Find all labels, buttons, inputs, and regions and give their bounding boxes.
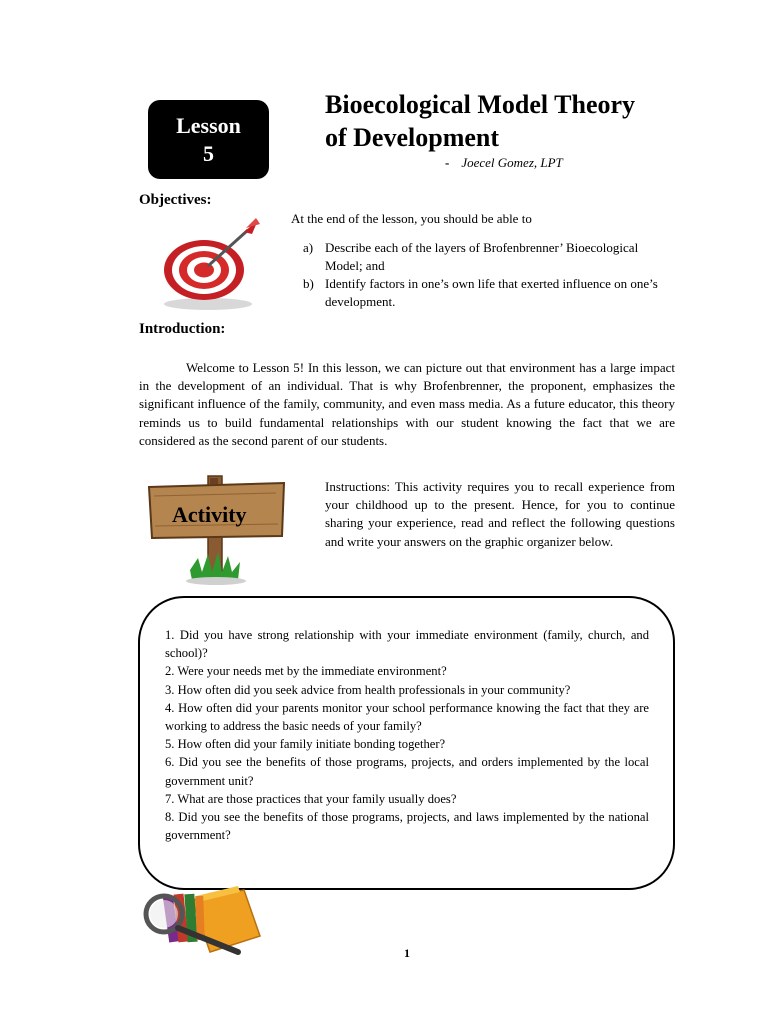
question-item: 1. Did you have strong relationship with your immediate environment (family, church, and school)? (165, 628, 649, 661)
question-item: 6. Did you see the benefits of those programs, projects, and orders implemented by the local government unit? (165, 755, 649, 788)
lesson-label: Lesson (176, 113, 241, 138)
introduction-paragraph: Welcome to Lesson 5! In this lesson, we can picture out that environment has a large impact in the development of an individual. That is why Brofenbrenner, the proponent, emphasizes the significant influence of the family, community, and even mass media. As a future educator, this theory reminds us to build fundamental relationships with our student knowing the fact that we are considered as the second parent of our students. (139, 360, 675, 448)
author-line (445, 155, 563, 171)
author-dash: - (445, 155, 450, 170)
question-item: 5. How often did your family initiate bonding together? (165, 737, 446, 752)
folders-magnifier-icon (136, 876, 268, 956)
title-line-2: of Development (325, 123, 500, 152)
list-text: Identify factors in one’s own life that exerted influence on one’s development. (325, 276, 658, 309)
list-marker: a) (303, 240, 314, 255)
questions-list (165, 626, 649, 844)
question-item: 7. What are those practices that your family usually does? (165, 791, 457, 806)
introduction-text (139, 359, 675, 450)
question-item: 2. Were your needs met by the immediate environment? (165, 664, 447, 679)
list-text: Describe each of the layers of Brofenbrenner’ Bioecological Model; and (325, 240, 639, 273)
lesson-badge (148, 100, 269, 179)
page-title (325, 88, 705, 154)
dartboard-target-icon (148, 216, 270, 312)
objectives-lead: At the end of the lesson, you should be able to (291, 211, 532, 226)
list-item (303, 239, 678, 275)
title-line-1: Bioecological Model Theory (325, 90, 636, 119)
objectives-heading: Objectives: (139, 192, 212, 208)
list-item (303, 275, 678, 311)
activity-sign-label: Activity (172, 502, 247, 527)
list-marker: b) (303, 276, 314, 291)
question-item: 8. Did you see the benefits of those programs, projects, and laws implemented by the national government? (165, 810, 649, 843)
question-item: 3. How often did you seek advice from health professionals in your community? (165, 682, 571, 697)
page-number: 1 (404, 946, 410, 960)
wooden-sign-icon (146, 474, 288, 588)
lesson-number: 5 (203, 141, 214, 166)
objectives-list (303, 239, 678, 311)
activity-instructions: Instructions: This activity requires you to recall experience from your childhood up to the present. Hence, for you to continue sharing your experience, read and reflect the following questions and write your answers on the graphic organizer below. (325, 479, 675, 549)
question-item: 4. How often did your parents monitor your school performance knowing the fact that they are working to address the basic needs of your family? (165, 700, 649, 734)
author-name: Joecel Gomez, LPT (461, 155, 563, 170)
introduction-heading: Introduction: (139, 321, 226, 337)
